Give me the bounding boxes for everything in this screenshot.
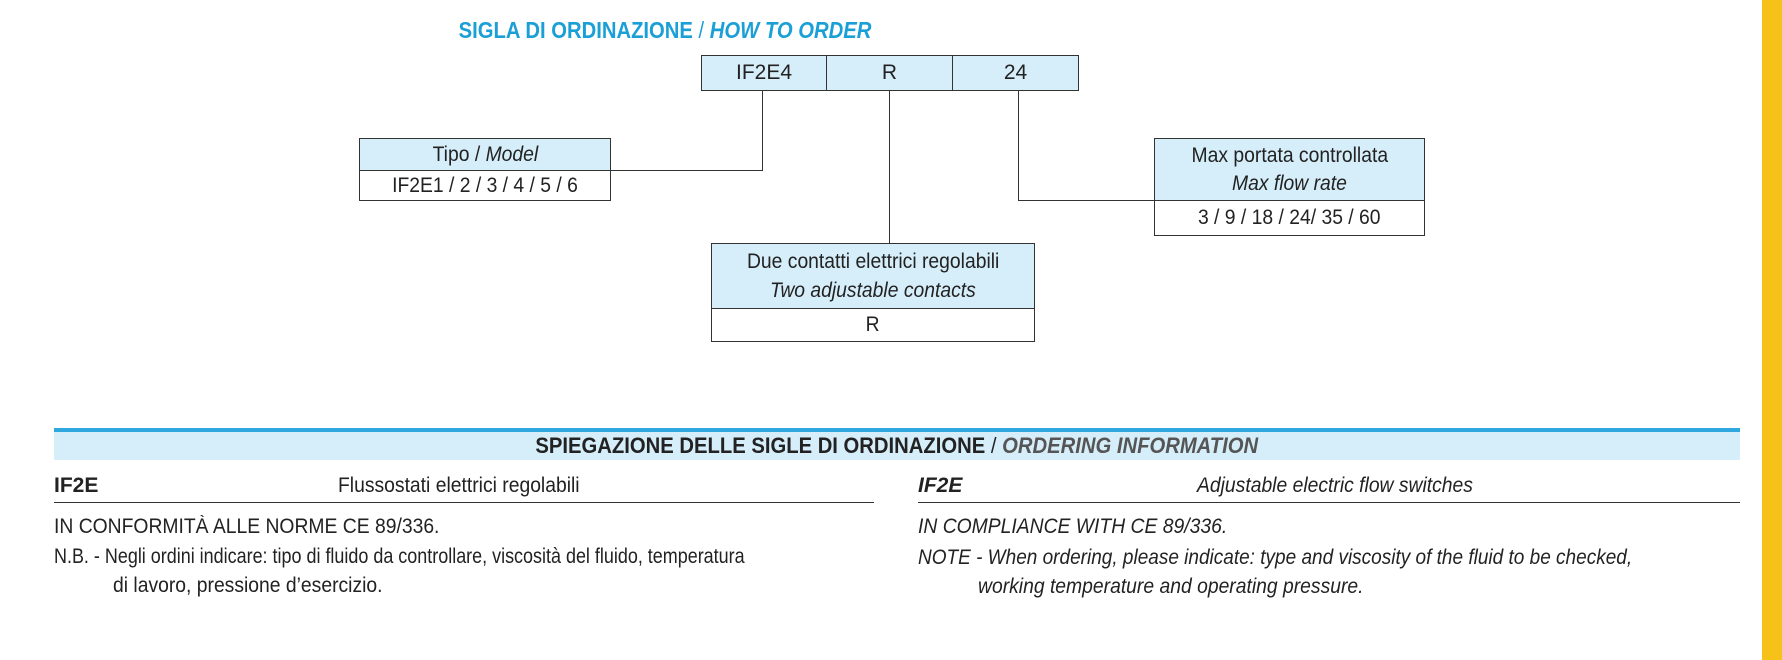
left-note-line1 <box>54 545 862 569</box>
left-column-rule <box>54 502 874 503</box>
model-box-header <box>359 138 611 171</box>
right-description <box>1197 474 1497 498</box>
order-title <box>80 17 1250 44</box>
connector-model-vertical <box>762 90 763 170</box>
flow-box-header <box>1154 138 1425 201</box>
right-column-rule <box>918 502 1740 503</box>
code-cell-model <box>701 55 827 91</box>
model-label-en: Model <box>485 143 538 166</box>
left-compliance-text: IN CONFORMITÀ ALLE NORME CE 89/336. <box>54 515 440 538</box>
flow-box-values <box>1154 200 1425 236</box>
right-compliance-text: IN COMPLIANCE WITH CE 89/336. <box>918 515 1228 538</box>
right-compliance <box>918 515 1254 539</box>
code-cell-contacts <box>826 55 953 91</box>
contacts-values-text: R <box>866 313 880 336</box>
left-compliance <box>54 515 473 539</box>
connector-model-horizontal <box>611 170 763 171</box>
left-note-line2-text: di lavoro, pressione d’esercizio. <box>113 574 383 597</box>
left-note-line2 <box>113 574 406 598</box>
left-note-line1-text: N.B. - Negli ordini indicare: tipo di fluido da controllare, viscosità del fluido, temperatura <box>54 545 745 568</box>
left-description <box>338 474 601 498</box>
connector-flow-horizontal <box>1018 200 1155 201</box>
model-label-separator: / <box>474 143 480 166</box>
order-title-it: SIGLA DI ORDINAZIONE <box>458 17 693 43</box>
model-values-text: IF2E1 / 2 / 3 / 4 / 5 / 6 <box>392 174 578 197</box>
right-note-line2-text: working temperature and operating pressure. <box>978 575 1364 598</box>
right-code: IF2E <box>918 474 963 497</box>
contacts-label-en: Two adjustable contacts <box>770 279 976 302</box>
code-contacts-text: R <box>881 61 898 84</box>
right-description-text: Adjustable electric flow switches <box>1197 474 1473 497</box>
code-model-text: IF2E4 <box>735 61 793 84</box>
contacts-label-it: Due contatti elettrici regolabili <box>746 250 1000 273</box>
code-flow-text: 24 <box>1003 61 1028 84</box>
flow-label-en: Max flow rate <box>1232 172 1347 195</box>
section-title-en: ORDERING INFORMATION <box>1002 433 1259 458</box>
section-title <box>54 432 1740 460</box>
section-title-it: SPIEGAZIONE DELLE SIGLE DI ORDINAZIONE <box>535 433 986 458</box>
model-label-it: Tipo <box>432 143 470 166</box>
side-accent-bar <box>1762 0 1782 660</box>
code-cell-flow <box>952 55 1079 91</box>
flow-label-it: Max portata controllata <box>1191 144 1388 167</box>
right-note-line2 <box>978 575 1397 599</box>
connector-flow-vertical <box>1018 90 1019 201</box>
model-box-values <box>359 170 611 201</box>
flow-values-text: 3 / 9 / 18 / 24/ 35 / 60 <box>1198 206 1381 229</box>
left-description-text: Flussostati elettrici regolabili <box>338 474 580 497</box>
right-note-line1 <box>918 546 1707 570</box>
connector-contacts-vertical <box>889 90 890 244</box>
right-note-line1-text: NOTE - When ordering, please indicate: type and viscosity of the fluid to be checked, <box>918 546 1633 569</box>
order-title-en: HOW TO ORDER <box>709 17 872 43</box>
contacts-box-values <box>711 308 1035 342</box>
left-code: IF2E <box>54 474 99 497</box>
order-title-separator: / <box>698 17 705 43</box>
section-title-separator: / <box>991 433 997 458</box>
contacts-box-header <box>711 243 1035 309</box>
